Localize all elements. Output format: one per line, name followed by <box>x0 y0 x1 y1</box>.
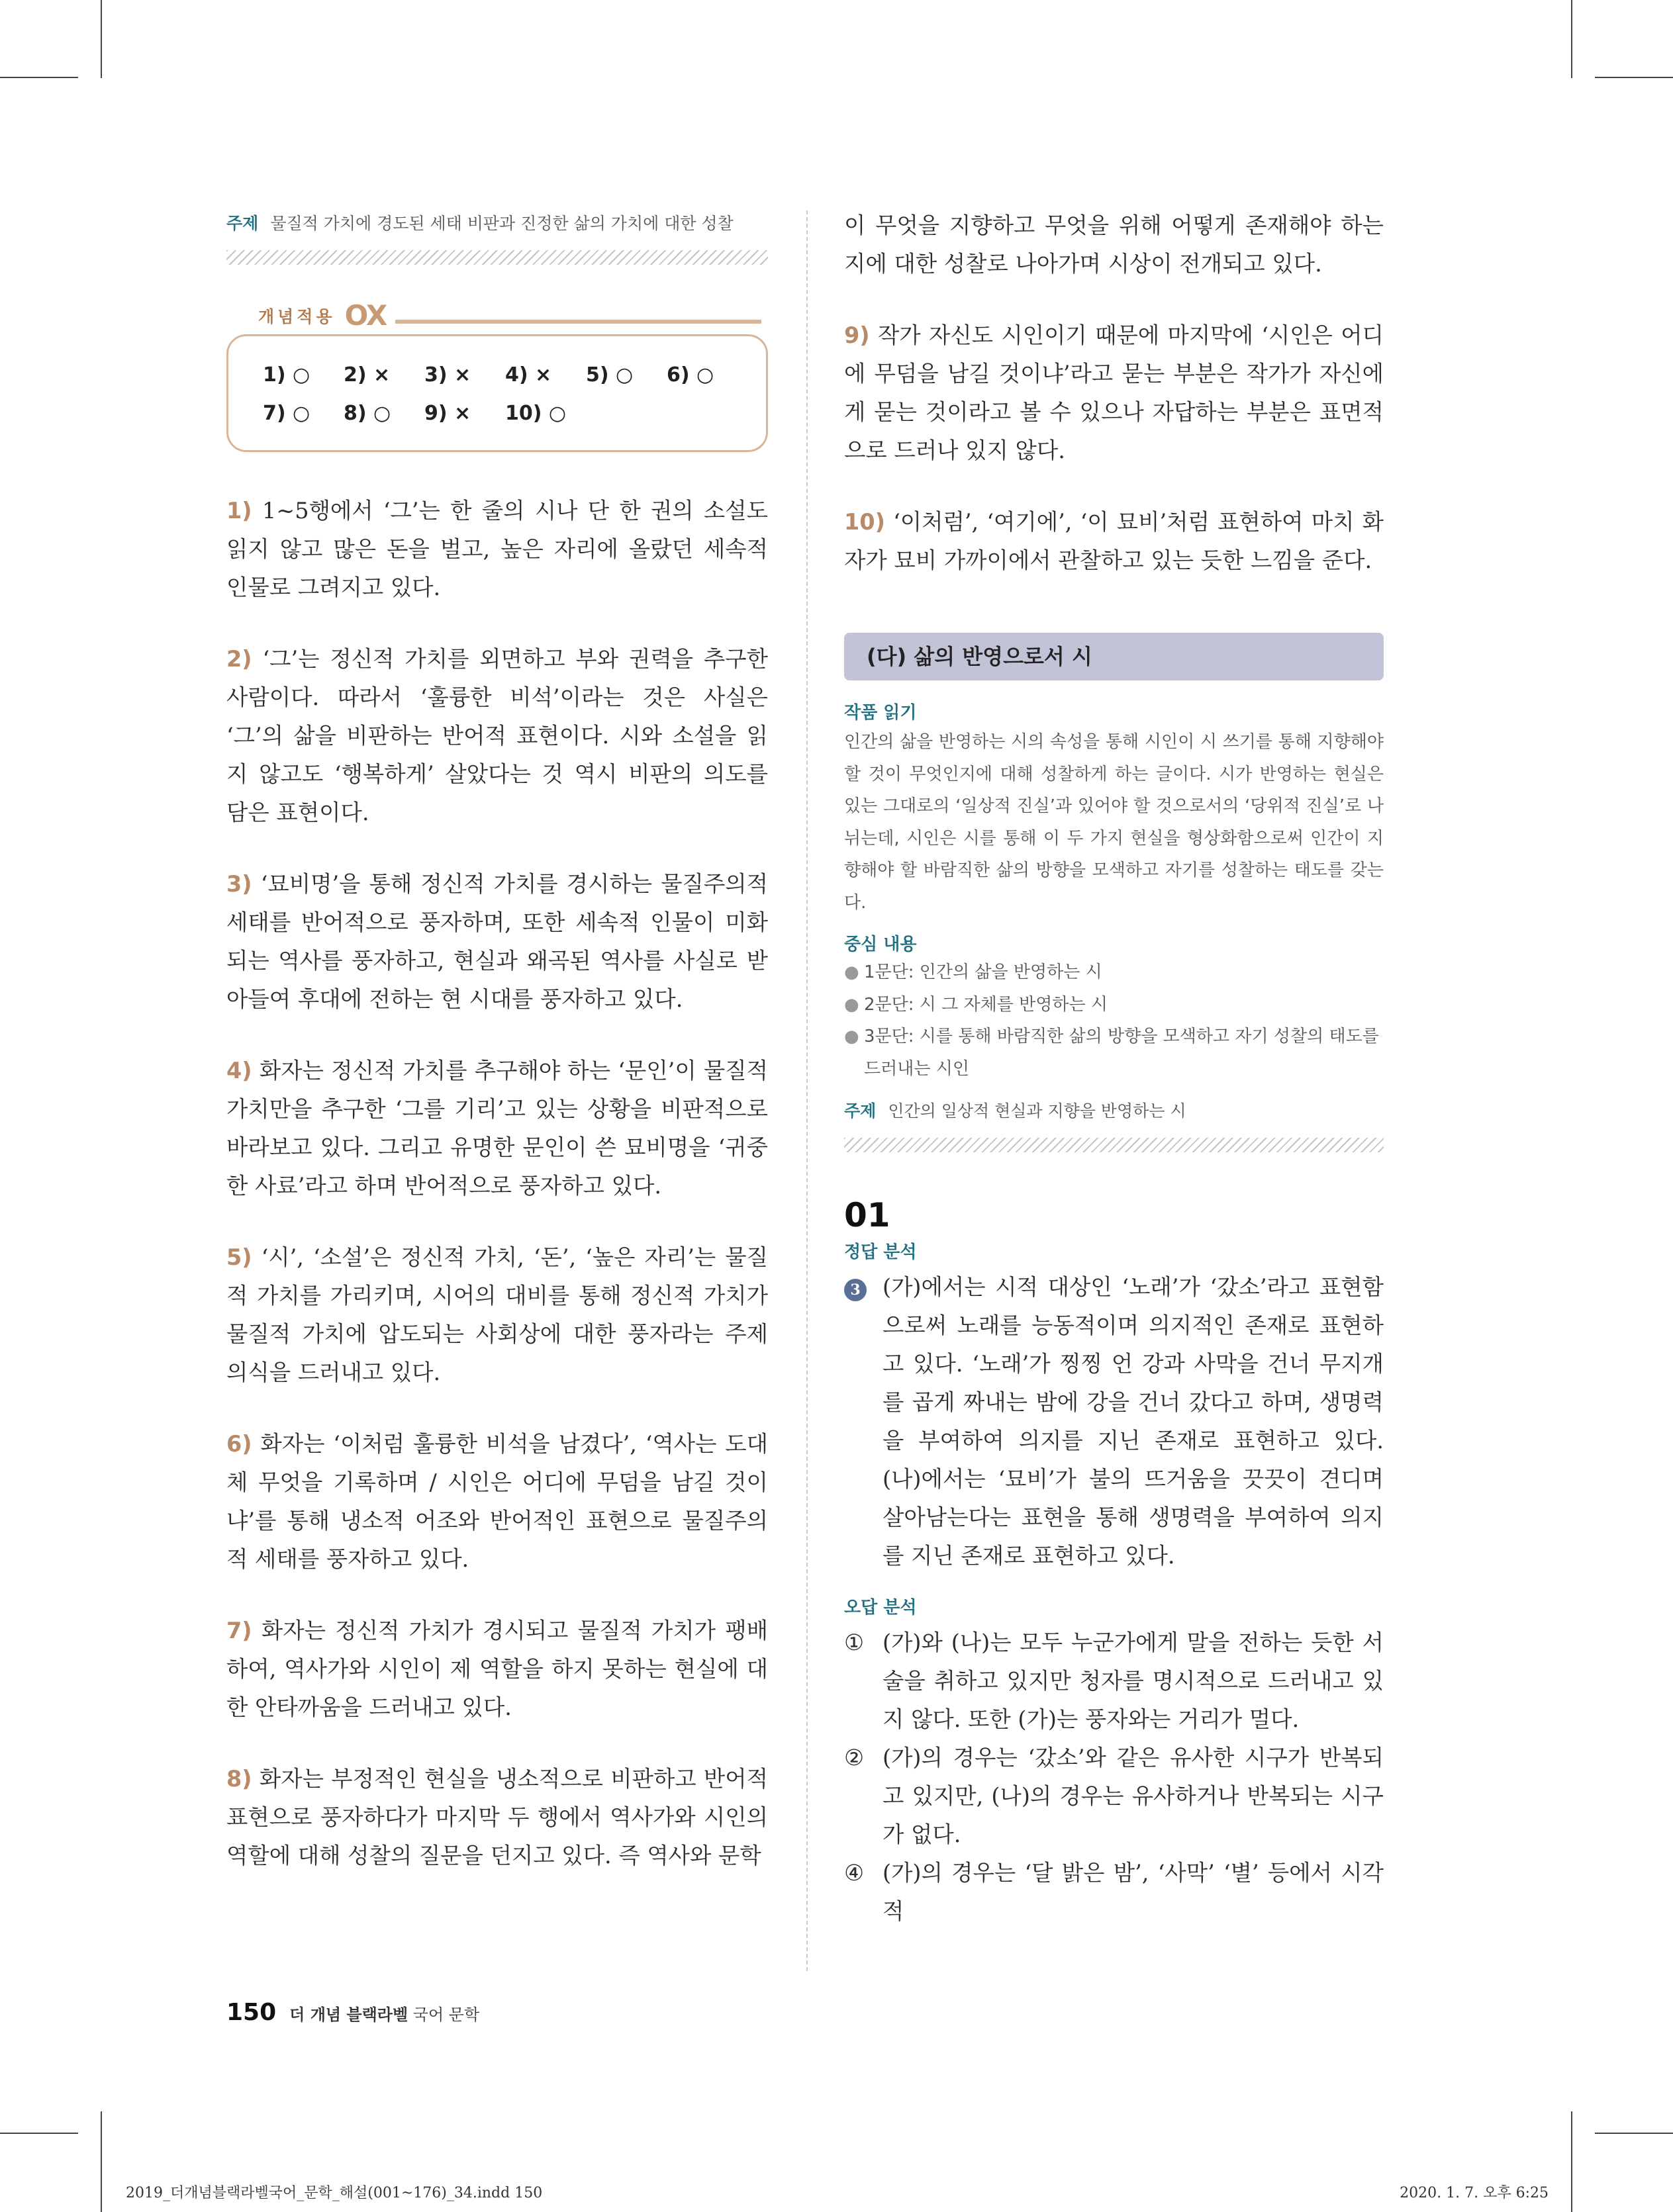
wrong-label: 오답 분석 <box>844 1598 917 1618</box>
ox-title: 개념적용 <box>258 306 336 326</box>
ox-answer: 10) ○ <box>505 402 567 425</box>
reading-text: 인간의 삶을 반영하는 시의 속성을 통해 시인이 시 쓰기를 통해 지향해야 할 것이 무엇인지에 대해 성찰하게 하는 글이다. 시가 반영하는 현실은 있는 그대로의 ‘일상적 진실’과 있어야 할 것으로서의 ‘당위적 진실’로 나뉘는데, 시인은 시를 통해 이 두 가지 현실을 형상화함으로써 인간이 지향해야 할 바람직한 삶의 방향을 모색하고 자기를 성찰하는 태도를 갖는다. <box>844 732 1384 913</box>
item-text: 화자는 ‘이처럼 훌륭한 비석을 남겼다’, ‘역사는 도대체 무엇을 기록하며 / 시인은 어디에 무덤을 남길 것이냐’를 통해 냉소적 어조와 반어적인 표현으로 물질주의적 세태를 풍자하고 있다. <box>226 1431 768 1572</box>
item-number: 5) <box>226 1244 252 1270</box>
topic-label: 주제 <box>226 214 259 233</box>
crop-mark <box>1595 77 1673 78</box>
correct-text: (가)에서는 시적 대상인 ‘노래’가 ‘갔소’라고 표현함으로써 노래를 능동적이며 의지적인 존재로 표현하고 있다. ‘노래’가 찡찡 언 강과 사막을 건너 무지개를 곱게 짜내는 밤에 강을 건너 갔다고 하며, 생명력을 부여하여 의지를 지닌 존재로 표현하고 있다. (나)에서는 ‘묘비’가 불의 뜨거움을 끗끗이 견디며 살아남는다는 표현을 통해 생명력을 부여하여 의지를 지닌 존재로 표현하고 있다. <box>883 1274 1384 1569</box>
core-item-text: 2문단: 시 그 자체를 반영하는 시 <box>864 994 1108 1015</box>
explanation-item <box>226 1425 768 1579</box>
item-number: 7) <box>226 1618 252 1643</box>
book-title-rest: 국어 문학 <box>412 2005 480 2024</box>
continued-text: 이 무엇을 지향하고 무엇을 위해 어떻게 존재해야 하는지에 대한 성찰로 나아가며 시상이 전개되고 있다. <box>844 212 1384 277</box>
explanation-item <box>226 1238 768 1392</box>
item-number: 4) <box>226 1058 252 1083</box>
crop-mark <box>0 77 78 78</box>
answer-marker: ② <box>844 1745 865 1771</box>
topic-line <box>226 210 768 237</box>
ox-row-1 <box>263 356 766 394</box>
ox-mark-icon: OX <box>344 299 387 332</box>
ox-answer-box <box>226 334 768 452</box>
core-item <box>844 989 1384 1021</box>
core-item-text: 1문단: 인간의 삶을 반영하는 시 <box>864 962 1102 982</box>
crop-mark <box>1571 0 1572 78</box>
explanation-item <box>226 492 768 607</box>
item-number: 9) <box>844 322 870 348</box>
explanation-item <box>226 865 768 1019</box>
ox-answer: 3) × <box>424 363 471 387</box>
item-number: 1) <box>226 498 252 524</box>
item-number: 6) <box>226 1431 252 1457</box>
ox-answer: 2) × <box>344 363 391 387</box>
page-number: 150 <box>226 1999 277 2026</box>
print-slug-file: 2019_더개념블랙라벨국어_문학_해설(001~176)_34.indd 150 <box>126 2185 543 2201</box>
crop-mark <box>101 0 102 78</box>
topic-text: 물질적 가치에 경도된 세태 비판과 진정한 삶의 가치에 대한 성찰 <box>270 214 734 233</box>
wrong-text: (가)와 (나)는 모두 누군가에게 말을 전하는 듯한 서술을 취하고 있지만 청자를 명시적으로 드러내고 있지 않다. 또한 (가)는 풍자와는 거리가 멀다. <box>883 1630 1384 1732</box>
core-item <box>844 1021 1384 1085</box>
ox-answer: 5) ○ <box>586 363 634 387</box>
explanation-item <box>226 1612 768 1727</box>
explanation-item <box>844 503 1384 580</box>
item-number: 2) <box>226 646 252 672</box>
core-item <box>844 956 1384 989</box>
topic-line <box>844 1098 1384 1125</box>
explanation-item <box>226 640 768 832</box>
core-item-text: 3문단: 시를 통해 바람직한 삶의 방향을 모색하고 자기 성찰의 태도를 드러내는 시인 <box>864 1027 1379 1079</box>
answer-number-icon: 3 <box>844 1279 867 1301</box>
wrong-text: (가)의 경우는 ‘달 밝은 밤’, ‘사막’ ‘별’ 등에서 시각적 <box>883 1860 1384 1924</box>
item-number: 3) <box>226 871 252 897</box>
item-text: ‘묘비명’을 통해 정신적 가치를 경시하는 물질주의적 세태를 반어적으로 풍자하며, 또한 세속적 인물이 미화되는 역사를 풍자하고, 현실과 왜곡된 역사를 사실로 받아들여 후대에 전하는 현 시대를 풍자하고 있다. <box>226 871 769 1012</box>
question-number: 01 <box>844 1196 890 1234</box>
ox-answer: 4) × <box>505 363 552 387</box>
item-text: 작가 자신도 시인이기 때문에 마지막에 ‘시인은 어디에 무덤을 남길 것이냐’라고 묻는 부분은 작가가 자신에게 묻는 것이라고 볼 수 있으나 자답하는 부분은 표면적으로 드러나 있지 않다. <box>844 322 1384 463</box>
hatch-divider <box>844 1138 1384 1152</box>
item-text: ‘이처럼’, ‘여기에’, ‘이 묘비’처럼 표현하여 마치 화자가 묘비 가까이에서 관찰하고 있는 듯한 느낌을 준다. <box>844 509 1384 573</box>
item-text: 1~5행에서 ‘그’는 한 줄의 시나 단 한 권의 소설도 읽지 않고 많은 돈을 벌고, 높은 자리에 올랐던 세속적 인물로 그려지고 있다. <box>226 498 768 600</box>
item-text: ‘시’, ‘소설’은 정신적 가치, ‘돈’, ‘높은 자리’는 물질적 가치를 가리키며, 시어의 대비를 통해 정신적 가치가 물질적 가치에 압도되는 사회상에 대한 풍자라는 주제 의식을 드러내고 있다. <box>226 1244 768 1385</box>
core-label: 중심 내용 <box>844 935 917 954</box>
bullet-icon: ● <box>844 1027 859 1046</box>
answer-marker <box>844 1268 883 1575</box>
answer-marker: ① <box>844 1630 865 1655</box>
wrong-text: (가)의 경우는 ‘갔소’와 같은 유사한 시구가 반복되고 있지만, (나)의 경우는 유사하거나 반복되는 시구가 없다. <box>883 1745 1384 1847</box>
right-column <box>844 210 1384 1931</box>
item-text: 화자는 정신적 가치를 추구해야 하는 ‘문인’이 물질적 가치만을 추구한 ‘그를 기리’고 있는 상황을 비판적으로 바라보고 있다. 그리고 유명한 문인이 쓴 묘비명을 ‘귀중한 사료’라고 하며 반어적으로 풍자하고 있다. <box>226 1058 768 1199</box>
ox-answer: 6) ○ <box>667 363 714 387</box>
crop-mark <box>1595 2133 1673 2134</box>
ox-answer: 9) × <box>424 402 471 425</box>
bullet-icon: ● <box>844 962 859 982</box>
ox-header <box>226 299 768 332</box>
explanation-item <box>226 1760 768 1875</box>
topic-label: 주제 <box>844 1101 877 1121</box>
ox-answer: 7) ○ <box>263 402 311 425</box>
answer-marker: ④ <box>844 1860 865 1886</box>
wrong-item <box>844 1624 1384 1739</box>
correct-answer <box>844 1268 1384 1575</box>
left-column <box>226 210 768 1875</box>
page-footer <box>226 1999 479 2026</box>
correct-label: 정답 분석 <box>844 1242 917 1262</box>
book-title <box>289 2002 479 2025</box>
wrong-item <box>844 1739 1384 1854</box>
item-text: 화자는 부정적인 현실을 냉소적으로 비판하고 반어적 표현으로 풍자하다가 마지막 두 행에서 역사가와 시인의 역할에 대해 성찰의 질문을 던지고 있다. 즉 역사와 문학 <box>226 1766 769 1868</box>
crop-mark <box>1571 2111 1572 2212</box>
explanation-item <box>844 316 1384 470</box>
ox-header-bar <box>395 320 761 324</box>
ox-answer: 1) ○ <box>263 363 311 387</box>
wrong-item <box>844 1854 1384 1931</box>
ox-answer: 8) ○ <box>344 402 391 425</box>
item-text: 화자는 정신적 가치가 경시되고 물질적 가치가 팽배하여, 역사가와 시인이 제 역할을 하지 못하는 현실에 대한 안타까움을 드러내고 있다. <box>226 1618 768 1720</box>
item-number: 8) <box>226 1766 252 1792</box>
crop-mark <box>0 2133 78 2134</box>
topic-text: 인간의 일상적 현실과 지향을 반영하는 시 <box>888 1101 1186 1121</box>
column-divider <box>806 210 808 1971</box>
item-number: 10) <box>844 509 885 535</box>
ox-row-2 <box>263 394 766 433</box>
crop-mark <box>101 2111 102 2212</box>
explanation-item <box>226 1052 768 1205</box>
book-title-bold: 더 개념 블랙라벨 <box>289 2005 408 2024</box>
reading-label: 작품 읽기 <box>844 703 917 723</box>
hatch-divider <box>226 250 768 265</box>
section-title: (다) 삶의 반영으로서 시 <box>844 633 1384 680</box>
bullet-icon: ● <box>844 994 859 1015</box>
print-slug-date: 2020. 1. 7. 오후 6:25 <box>1400 2185 1549 2201</box>
item-text: ‘그’는 정신적 가치를 외면하고 부와 권력을 추구한 사람이다. 따라서 ‘훌륭한 비석’이라는 것은 사실은 ‘그’의 삶을 비판하는 반어적 표현이다. 시와 소설을 읽지 않고도 ‘행복하게’ 살았다는 것 역시 비판의 의도를 담은 표현이다. <box>226 646 768 825</box>
